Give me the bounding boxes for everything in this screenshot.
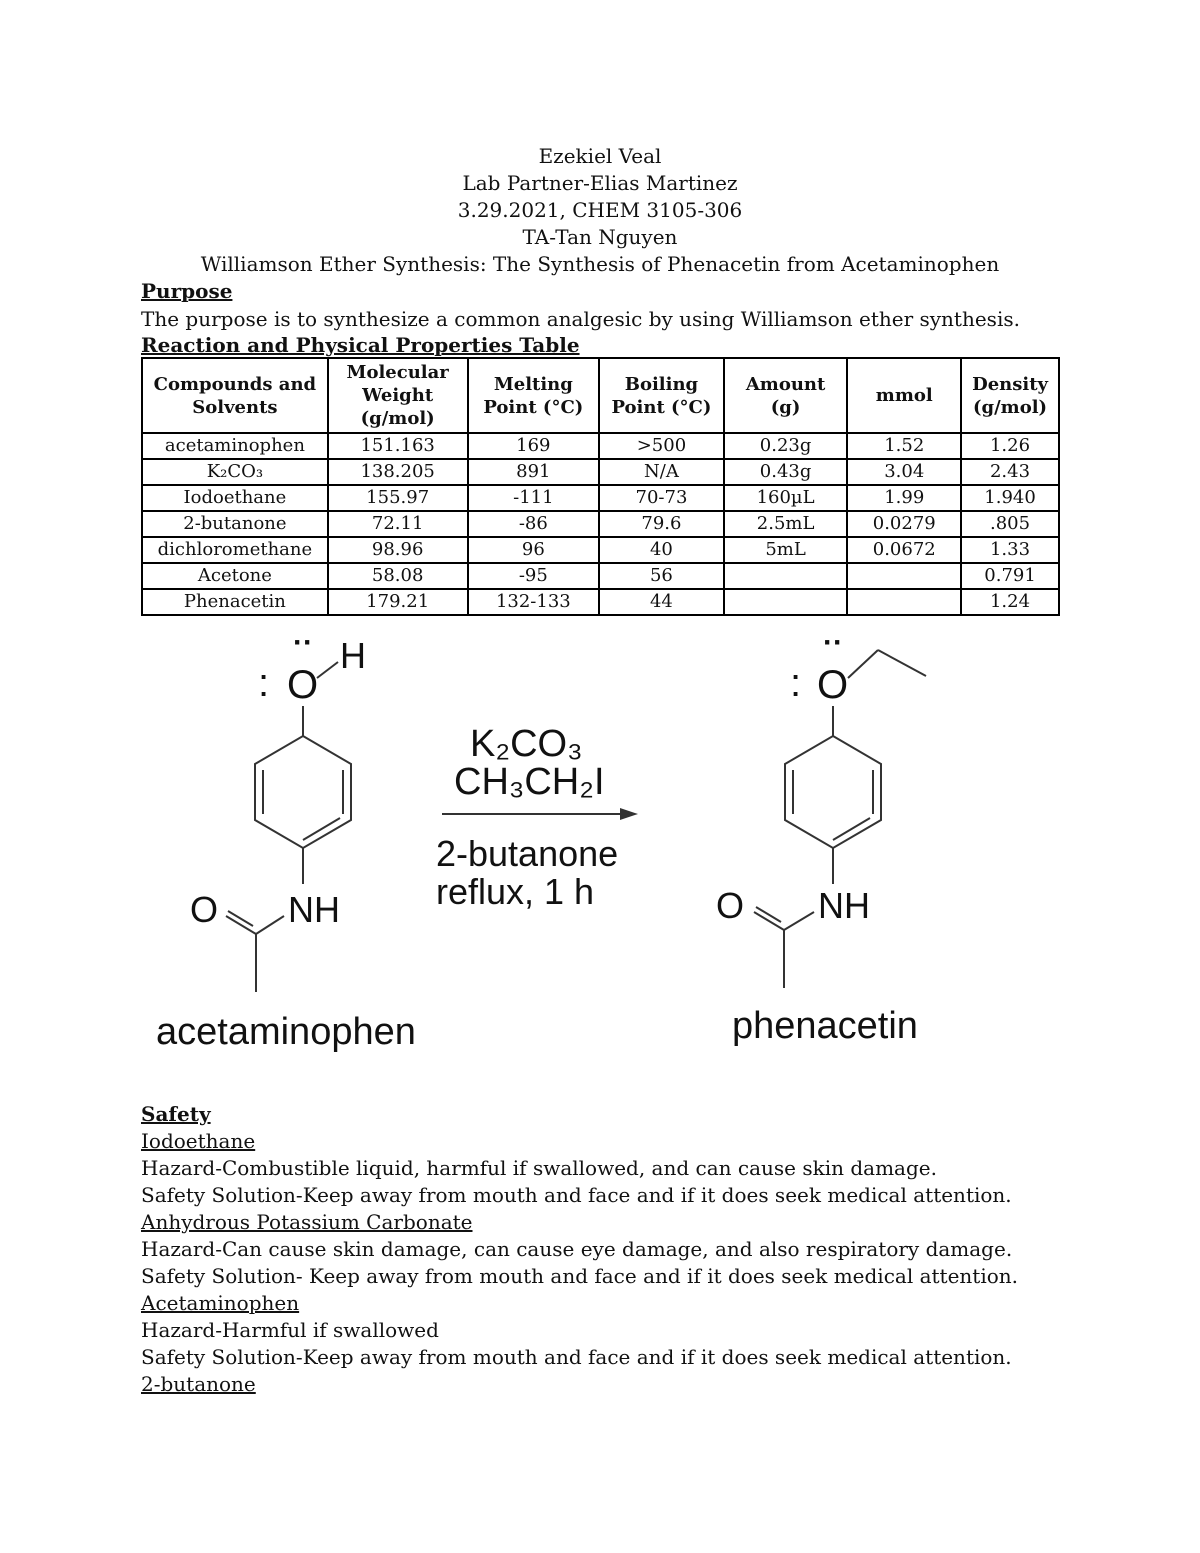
table-cell: 151.163	[328, 433, 468, 459]
table-cell: -111	[468, 485, 600, 511]
table-row	[142, 459, 1059, 485]
column-header: Density (g/mol)	[961, 358, 1059, 433]
table-cell: 1.24	[961, 589, 1059, 615]
table-cell	[847, 563, 961, 589]
oxygen-atom: O	[817, 663, 849, 707]
properties-table	[141, 357, 1060, 616]
table-cell: N/A	[599, 459, 724, 485]
table-cell: 160µL	[724, 485, 848, 511]
table-row	[142, 433, 1059, 459]
table-cell: 1.26	[961, 433, 1059, 459]
purpose-text: The purpose is to synthesize a common analgesic by using Williamson ether synthesis.	[141, 307, 1020, 331]
teaching-assistant: TA-Tan Nguyen	[522, 225, 678, 249]
table-cell: acetaminophen	[142, 433, 328, 459]
column-header: mmol	[847, 358, 961, 433]
table-row	[142, 485, 1059, 511]
reaction-conditions	[436, 723, 638, 912]
hydrogen-atom: H	[340, 635, 366, 676]
table-cell: 0.43g	[724, 459, 848, 485]
acetaminophen-structure	[156, 628, 416, 1053]
table-row	[142, 563, 1059, 589]
table-row	[142, 589, 1059, 615]
table-cell: 72.11	[328, 511, 468, 537]
safety-item-name: Acetaminophen	[141, 1291, 300, 1315]
table-cell: 44	[599, 589, 724, 615]
purpose-heading: Purpose	[141, 279, 233, 303]
oxygen-atom: O	[287, 663, 319, 707]
safety-item-solution: Safety Solution- Keep away from mouth and face and if it does seek medical attention.	[141, 1264, 1019, 1288]
table-heading: Reaction and Physical Properties Table	[141, 333, 580, 357]
table-cell: .805	[961, 511, 1059, 537]
lone-pair-dots: :	[790, 661, 802, 705]
safety-item-solution: Safety Solution-Keep away from mouth and face and if it does seek medical attention.	[141, 1183, 1012, 1207]
table-cell: 1.99	[847, 485, 961, 511]
phenacetin-structure	[716, 628, 926, 1047]
column-header: Amount (g)	[724, 358, 848, 433]
conditions-label: reflux, 1 h	[436, 871, 595, 912]
table-cell: 0.791	[961, 563, 1059, 589]
reaction-scheme	[150, 628, 970, 1068]
reactant-name: acetaminophen	[156, 1011, 416, 1053]
safety-item-solution: Safety Solution-Keep away from mouth and face and if it does seek medical attention.	[141, 1345, 1012, 1369]
lone-pair-dots: ··	[823, 628, 843, 659]
carbonyl-oxygen: O	[190, 889, 219, 930]
table-cell: 5mL	[724, 537, 848, 563]
lab-partner: Lab Partner-Elias Martinez	[462, 171, 738, 195]
column-header: Melting Point (°C)	[468, 358, 600, 433]
table-cell: 179.21	[328, 589, 468, 615]
table-cell: 58.08	[328, 563, 468, 589]
table-cell: 56	[599, 563, 724, 589]
date-course: 3.29.2021, CHEM 3105-306	[457, 198, 743, 222]
table-cell: -95	[468, 563, 600, 589]
column-header: Molecular Weight (g/mol)	[328, 358, 468, 433]
table-cell: 96	[468, 537, 600, 563]
lone-pair-dots: ··	[293, 628, 313, 659]
table-cell: 79.6	[599, 511, 724, 537]
table-row	[142, 537, 1059, 563]
table-cell: 2.5mL	[724, 511, 848, 537]
safety-heading: Safety	[141, 1102, 211, 1126]
table-cell: 132-133	[468, 589, 600, 615]
table-cell: 40	[599, 537, 724, 563]
carbonyl-oxygen: O	[716, 885, 745, 926]
table-cell: 138.205	[328, 459, 468, 485]
author-name: Ezekiel Veal	[538, 144, 662, 168]
table-cell: dichloromethane	[142, 537, 328, 563]
amine-group: NH	[818, 885, 870, 926]
document-title: Williamson Ether Synthesis: The Synthesis of Phenacetin from Acetaminophen	[200, 252, 1000, 276]
table-cell: 98.96	[328, 537, 468, 563]
column-header: Boiling Point (°C)	[599, 358, 724, 433]
table-cell	[724, 589, 848, 615]
table-cell: Iodoethane	[142, 485, 328, 511]
table-cell: >500	[599, 433, 724, 459]
product-name: phenacetin	[732, 1005, 918, 1047]
safety-item-name: Anhydrous Potassium Carbonate	[141, 1210, 473, 1234]
table-cell: Phenacetin	[142, 589, 328, 615]
solvent-label: 2-butanone	[436, 833, 619, 874]
table-row	[142, 511, 1059, 537]
safety-item-name: Iodoethane	[141, 1129, 256, 1153]
table-cell: 0.0672	[847, 537, 961, 563]
table-cell	[724, 563, 848, 589]
table-cell: 0.0279	[847, 511, 961, 537]
table-cell: -86	[468, 511, 600, 537]
safety-item-hazard: Hazard-Harmful if swallowed	[141, 1318, 439, 1342]
table-header-row	[142, 358, 1059, 433]
table-cell: K₂CO₃	[142, 459, 328, 485]
table-cell: 70-73	[599, 485, 724, 511]
column-header: Compounds and Solvents	[142, 358, 328, 433]
table-cell: 1.52	[847, 433, 961, 459]
table-cell: 169	[468, 433, 600, 459]
table-cell: 1.940	[961, 485, 1059, 511]
table-cell: 2-butanone	[142, 511, 328, 537]
table-cell: 3.04	[847, 459, 961, 485]
reagent-potassium-carbonate: K₂CO₃	[470, 723, 583, 765]
safety-item-hazard: Hazard-Can cause skin damage, can cause eye damage, and also respiratory damage.	[141, 1237, 1013, 1261]
reagent-iodoethane: CH₃CH₂I	[454, 761, 605, 803]
lone-pair-dots: :	[258, 661, 270, 705]
amine-group: NH	[288, 889, 340, 930]
table-cell: 1.33	[961, 537, 1059, 563]
table-cell: 155.97	[328, 485, 468, 511]
document-header	[141, 143, 1059, 278]
safety-item-name: 2-butanone	[141, 1372, 256, 1396]
reaction-arrowhead	[620, 808, 638, 820]
table-cell: 0.23g	[724, 433, 848, 459]
table-cell: Acetone	[142, 563, 328, 589]
safety-item-hazard: Hazard-Combustible liquid, harmful if swallowed, and can cause skin damage.	[141, 1156, 937, 1180]
table-cell	[847, 589, 961, 615]
table-cell: 2.43	[961, 459, 1059, 485]
table-cell: 891	[468, 459, 600, 485]
